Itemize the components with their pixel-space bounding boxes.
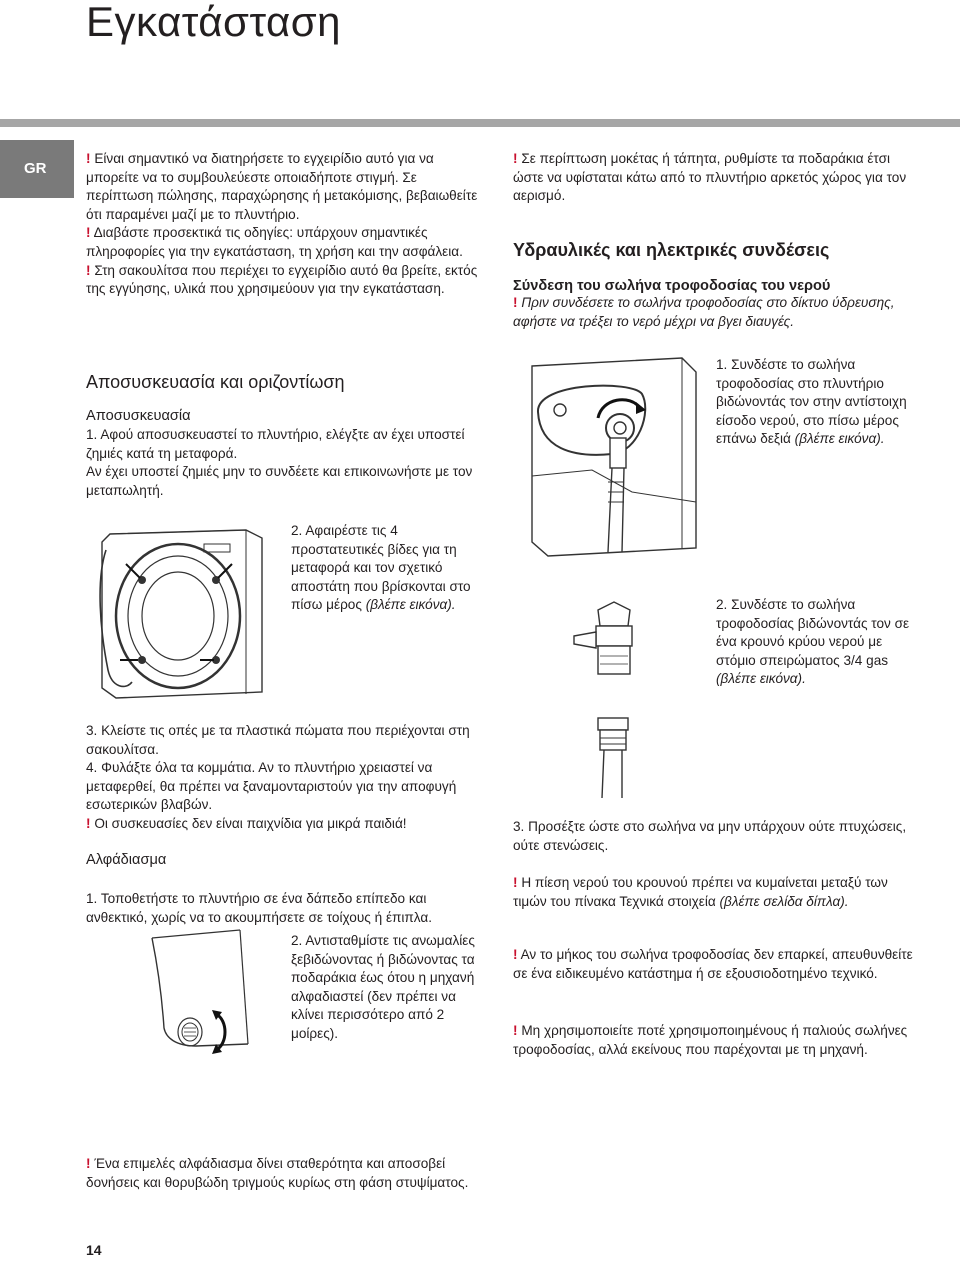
- unpack-step-1-note: Αν έχει υποστεί ζημιές μην το συνδέετε και επικοινωνήστε με τον μεταπωλητή.: [86, 464, 473, 498]
- warning-carpet: ! Σε περίπτωση μοκέτας ή τάπητα, ρυθμίστε τα ποδαράκια έτσι ώστε να υφίσταται κάτω από το πλυντήριο αρκετός χώρος για τον αερισμό.: [513, 151, 907, 204]
- hose-step-3: 3. Προσέξτε ώστε στο σωλήνα να μην υπάρχουν ούτε πτυχώσεις, ούτε στενώσεις.: [513, 819, 907, 853]
- hose-step-1: 1. Συνδέστε το σωλήνα τροφοδοσίας στο πλυντήριο βιδώνοντάς τον στην αντίστοιχη είσοδο νερού, στο πίσω μέρος επάνω δεξιά (βλέπε εικόνα).: [716, 357, 907, 447]
- warning-keep-manual: ! Είναι σημαντικό να διατηρήσετε το εγχειρίδιο αυτό για να μπορείτε να το συμβουλεύεστε οποιαδήποτε στιγμή. Σε περίπτωση πώλησης, παραχώρησης ή μετακόμισης, βεβαιωθείτε ότι παραμένει μαζί με το πλυντήριο.: [86, 151, 478, 222]
- section-heading-connections: Υδραυλικές και ηλεκτρικές συνδέσεις: [513, 240, 830, 260]
- warning-read-instructions: ! Διαβάστε προσεκτικά τις οδηγίες: υπάρχουν σημαντικές πληροφορίες για την εγκατάσταση, τη χρήση και την ασφάλεια.: [86, 225, 463, 259]
- warning-hose-length: ! Αν το μήκος του σωλήνα τροφοδοσίας δεν επαρκεί, απευθυνθείτε σε ένα ειδικευμένο κατάστημα ή σε εξουσιοδοτημένο τεχνικό.: [513, 947, 913, 981]
- pressure-page-ref: (βλέπε σελίδα δίπλα).: [719, 893, 849, 909]
- page-number: 14: [86, 1242, 102, 1258]
- section-heading-unpacking-levelling: Αποσυσκευασία και οριζοντίωση: [86, 372, 345, 392]
- subheading-levelling: Αλφάδιασμα: [86, 852, 167, 868]
- levelling-foot-figure: [150, 928, 270, 1068]
- unpack-step-1: 1. Αφού αποσυσκευαστεί το πλυντήριο, ελέγξτε αν έχει υποστεί ζημιές κατά τη μεταφορά.: [86, 427, 465, 461]
- machine-back-figure: [96, 520, 276, 704]
- warning-bag-contents: ! Στη σακουλίτσα που περιέχει το εγχειρίδιο αυτό θα βρείτε, εκτός της εγγύησης, υλικά που χρησιμεύουν για την εγκατάσταση.: [86, 262, 478, 297]
- level-step-1: 1. Τοποθετήστε το πλυντήριο σε ένα δάπεδο επίπεδο και ανθεκτικό, χωρίς να το ακουμπήσετε σε τοίχους ή έπιπλα.: [86, 891, 433, 925]
- warning-water-pressure: ! Η πίεση νερού του κρουνού πρέπει να κυμαίνεται μεταξύ των τιμών του πίνακα Τεχνικά στοιχεία (βλέπε σελίδα δίπλα).: [513, 875, 888, 909]
- warning-packaging-children: ! Οι συσκευασίες δεν είναι παιχνίδια για μικρά παιδιά!: [86, 815, 407, 831]
- language-tab: [0, 140, 74, 198]
- intro-warnings: [86, 150, 478, 299]
- warning-careful-levelling: ! Ένα επιμελές αλφάδιασμα δίνει σταθερότητα και αποσοβεί δονήσεις και θορυβώδη τριγμούς κυρίως στη φάση στυψίματος.: [86, 1156, 469, 1190]
- warning-used-hoses: ! Μη χρησιμοποιείτε ποτέ χρησιμοποιημένους ή παλιούς σωλήνες τροφοδοσίας, αλλά εκείνους που παρέχονται με τη μηχανή.: [513, 1023, 908, 1057]
- water-inlet-figure: [512, 352, 706, 562]
- language-tab-label: GR: [24, 160, 47, 177]
- warning-flush-water: ! Πριν συνδέσετε το σωλήνα τροφοδοσίας στο δίκτυο ύδρευσης, αφήστε να τρέξει το νερό μέχρι να βγει διαυγές.: [513, 295, 895, 329]
- unpack-step-3: 3. Κλείστε τις οπές με τα πλαστικά πώματα που περιέχονται στη σακουλίτσα.: [86, 723, 470, 757]
- hose-step-2-figure-ref: (βλέπε εικόνα).: [716, 671, 806, 687]
- hose-step-2: 2. Συνδέστε το σωλήνα τροφοδοσίας βιδώνοντάς τον σε ένα κρουνό κρύου νερού με στόμιο σπειρώματος 3/4 gas (βλέπε εικόνα).: [716, 597, 910, 687]
- header-rule: [0, 119, 960, 127]
- subheading-unpacking: Αποσυσκευασία: [86, 408, 191, 424]
- hose-step-1-figure-ref: (βλέπε εικόνα).: [794, 431, 885, 447]
- unpack-step-2-figure-ref: (βλέπε εικόνα).: [365, 597, 456, 613]
- unpack-step-2: 2. Αφαιρέστε τις 4 προστατευτικές βίδες για τη μεταφορά και τον σχετικό αποστάτη που βρίσκονται στο πίσω μέρος (βλέπε εικόνα).: [291, 523, 471, 613]
- cold-water-tap-figure: [568, 592, 658, 800]
- unpack-step-4: 4. Φυλάξτε όλα τα κομμάτια. Αν το πλυντήριο χρειαστεί να μεταφερθεί, θα πρέπει να ξαναμονταριστούν για την αποφυγή εσωτερικών βλαβών.: [86, 760, 457, 813]
- page-title: Εγκατάσταση: [86, 0, 342, 45]
- level-step-2: 2. Αντισταθμίστε τις ανωμαλίες ξεβιδώνοντας ή βιδώνοντας τα ποδαράκια έως ότου η μηχανή αλφαδιαστεί (δεν πρέπει να κλίνει περισσότερο από 2 μοίρες).: [291, 933, 475, 1041]
- subheading-hose-connection: Σύνδεση του σωλήνα τροφοδοσίας του νερού: [513, 278, 831, 294]
